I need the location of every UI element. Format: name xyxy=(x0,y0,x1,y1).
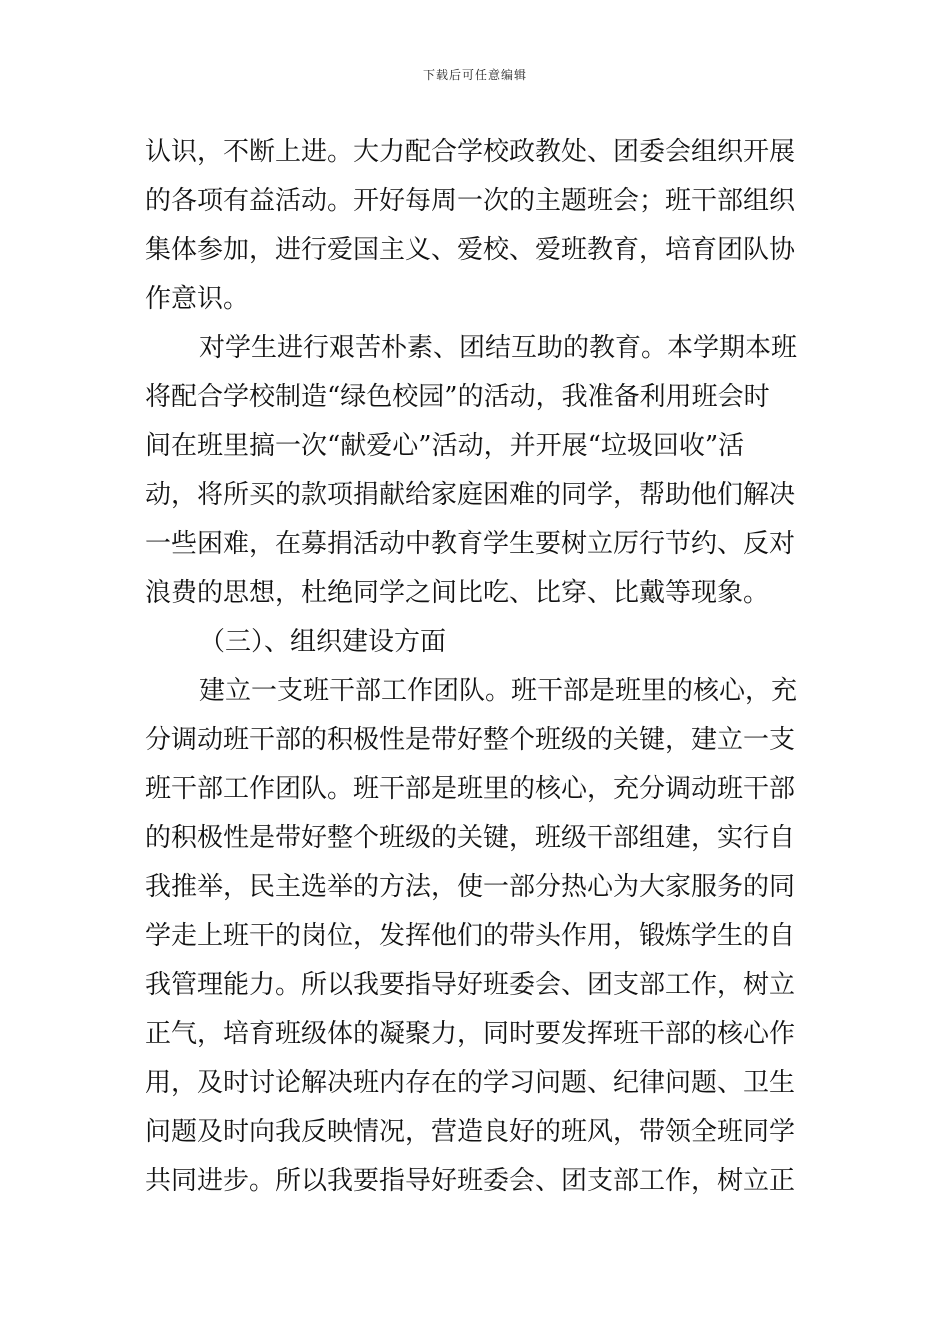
body-line: 班干部工作团队。班干部是班里的核心，充分调动班干部 xyxy=(145,774,796,804)
body-line: 将配合学校制造“绿色校园”的活动，我准备利用班会时 xyxy=(145,382,770,412)
body-line: 集体参加，进行爱国主义、爱校、爱班教育，培育团队协 xyxy=(145,235,796,265)
body-line: 作意识。 xyxy=(145,284,250,314)
body-line: 共同进步。所以我要指导好班委会、团支部工作，树立正 xyxy=(145,1166,796,1196)
body-line: 我推举，民主选举的方法，使一部分热心为大家服务的同 xyxy=(145,872,796,902)
body-line: 一些困难，在募捐活动中教育学生要树立厉行节约、反对 xyxy=(145,529,796,559)
body-line: 的积极性是带好整个班级的关键，班级干部组建，实行自 xyxy=(145,823,796,853)
body-line: 认识，不断上进。大力配合学校政教处、团委会组织开展 xyxy=(145,137,796,167)
body-line: 动，将所买的款项捐献给家庭困难的同学，帮助他们解决 xyxy=(145,480,796,510)
body-line: 我管理能力。所以我要指导好班委会、团支部工作，树立 xyxy=(145,970,796,1000)
section-heading: （三）、组织建设方面 xyxy=(199,627,447,657)
body-line: 分调动班干部的积极性是带好整个班级的关键，建立一支 xyxy=(145,725,796,755)
document-body xyxy=(145,128,807,1206)
page-header: 下载后可任意编辑 xyxy=(422,68,527,82)
body-line: 的各项有益活动。开好每周一次的主题班会；班干部组织 xyxy=(145,186,796,216)
body-line: 正气，培育班级体的凝聚力，同时要发挥班干部的核心作 xyxy=(145,1019,796,1049)
body-line: 浪费的思想，杜绝同学之间比吃、比穿、比戴等现象。 xyxy=(145,578,770,608)
body-line: 学走上班干的岗位，发挥他们的带头作用，锻炼学生的自 xyxy=(145,921,796,951)
body-line: 间在班里搞一次“献爱心”活动，并开展“垃圾回收”活 xyxy=(145,431,745,461)
body-line: 问题及时向我反映情况，营造良好的班风，带领全班同学 xyxy=(145,1117,796,1147)
body-line: 建立一支班干部工作团队。班干部是班里的核心，充 xyxy=(199,676,798,706)
body-line: 对学生进行艰苦朴素、团结互助的教育。本学期本班 xyxy=(199,333,798,363)
body-line: 用，及时讨论解决班内存在的学习问题、纪律问题、卫生 xyxy=(145,1068,796,1098)
